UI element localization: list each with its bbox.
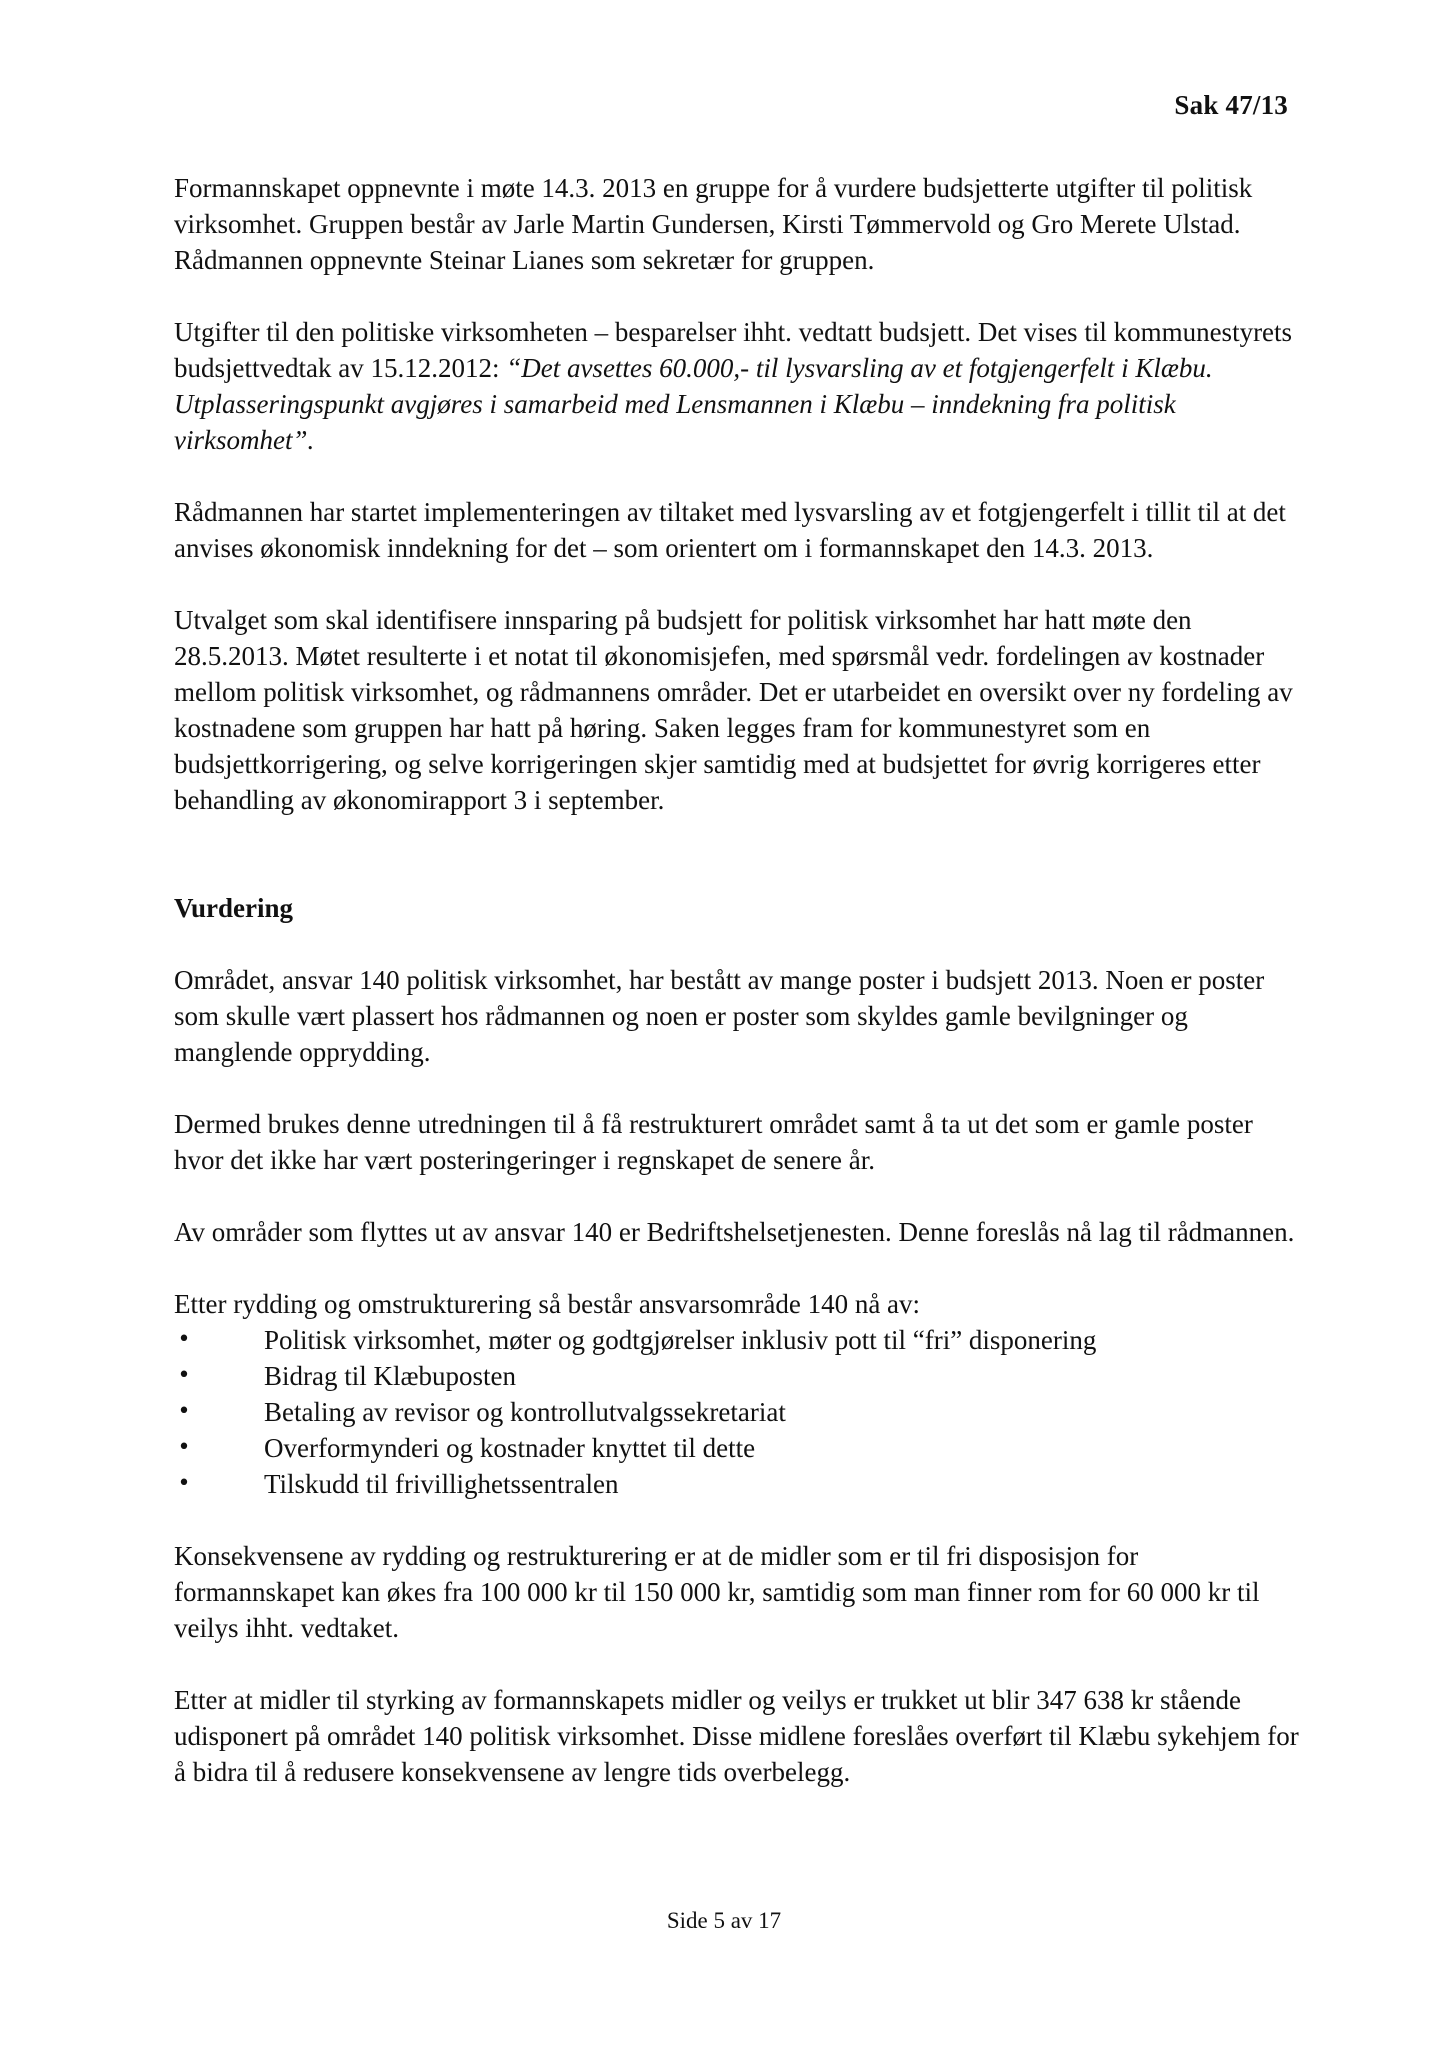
- document-body: [174, 170, 1304, 1826]
- list-item: [174, 1322, 1304, 1358]
- list-item-text: Bidrag til Klæbuposten: [264, 1361, 516, 1391]
- paragraph-implementation: Rådmannen har startet implementeringen av tiltaket med lysvarsling av et fotgjengerfelt i tillit til at det anvises økonomisk inndekning for det – som orientert om i formannskapet den 14.3. 2013.: [174, 497, 1286, 563]
- bullet-icon: •: [177, 1363, 191, 1388]
- list-item-text: Politisk virksomhet, møter og godtgjørelser inklusiv pott til “fri” disponering: [264, 1325, 1097, 1355]
- paragraph-restructuring: Dermed brukes denne utredningen til å få restrukturert området samt å ta ut det som er gamle poster hvor det ikke har vært posteringeringer i regnskapet de senere år.: [174, 1109, 1253, 1175]
- list-item-text: Overformynderi og kostnader knyttet til dette: [264, 1433, 756, 1463]
- bullet-icon: •: [177, 1471, 191, 1496]
- paragraph-group-appointment: Formannskapet oppnevnte i møte 14.3. 2013 en gruppe for å vurdere budsjetterte utgifter til politisk virksomhet. Gruppen består av Jarle Martin Gundersen, Kirsti Tømmervold og Gro Merete Ulstad. Rådmannen oppnevnte Steinar Lianes som sekretær for gruppen.: [174, 173, 1253, 275]
- bullet-icon: •: [177, 1435, 191, 1460]
- list-item: [174, 1466, 1304, 1502]
- list-item: [174, 1394, 1304, 1430]
- paragraph-undisposed-funds: Etter at midler til styrking av formannskapets midler og veilys er trukket ut blir 347 638 kr stående udisponert på området 140 politisk virksomhet. Disse midlene foreslåes overført til Klæbu sykehjem for å bidra til å redusere konsekvensene av lengre tids overbelegg.: [174, 1685, 1299, 1787]
- section-heading-vurdering: Vurdering: [174, 893, 294, 923]
- list-item-text: Betaling av revisor og kontrollutvalgssekretariat: [264, 1397, 786, 1427]
- list-intro: Etter rydding og omstrukturering så består ansvarsområde 140 nå av:: [174, 1289, 921, 1319]
- list-item: [174, 1358, 1304, 1394]
- responsibility-list: [174, 1322, 1304, 1502]
- bullet-icon: •: [177, 1399, 191, 1424]
- paragraph-budget-decision-text: Utgifter til den politiske virksomheten – besparelser ihht. vedtatt budsjett. Det vises til kommunestyrets budsjettvedtak av 15.12.2012:: [174, 317, 1293, 383]
- list-item: [174, 1430, 1304, 1466]
- paragraph-budget-decision: [174, 314, 1304, 458]
- page-number: Side 5 av 17: [666, 1908, 782, 1933]
- case-reference: Sak 47/13: [1174, 90, 1288, 120]
- bullet-icon: •: [177, 1327, 191, 1352]
- paragraph-occupational-health: Av områder som flyttes ut av ansvar 140 er Bedriftshelsetjenesten. Denne foreslås nå lag til rådmannen.: [174, 1217, 1295, 1247]
- paragraph-committee-meeting: Utvalget som skal identifisere innsparing på budsjett for politisk virksomhet har hatt møte den 28.5.2013. Møtet resulterte i et notat til økonomisjefen, med spørsmål vedr. fordelingen av kostnader mellom politisk virksomhet, og rådmannens områder. Det er utarbeidet en oversikt over ny fordeling av kostnadene som gruppen har hatt på høring. Saken legges fram for kommunestyret som en budsjettkorrigering, og selve korrigeringen skjer samtidig med at budsjettet for øvrig korrigeres etter behandling av økonomirapport 3 i september.: [174, 605, 1293, 815]
- paragraph-area-description: Området, ansvar 140 politisk virksomhet, har bestått av mange poster i budsjett 2013. Noen er poster som skulle vært plassert hos rådmannen og noen er poster som skyldes gamle bevilgninger og manglende opprydding.: [174, 965, 1265, 1067]
- list-item-text: Tilskudd til frivillighetssentralen: [264, 1469, 619, 1499]
- budget-decision-quote: “Det avsettes 60.000,- til lysvarsling av et fotgjengerfelt i Klæbu. Utplasseringspunkt avgjøres i samarbeid med Lensmannen i Klæbu – inndekning fra politisk virksomhet”.: [174, 353, 1213, 455]
- paragraph-consequences: Konsekvensene av rydding og restrukturering er at de midler som er til fri disposisjon for formannskapet kan økes fra 100 000 kr til 150 000 kr, samtidig som man finner rom for 60 000 kr til veilys ihht. vedtaket.: [174, 1541, 1260, 1643]
